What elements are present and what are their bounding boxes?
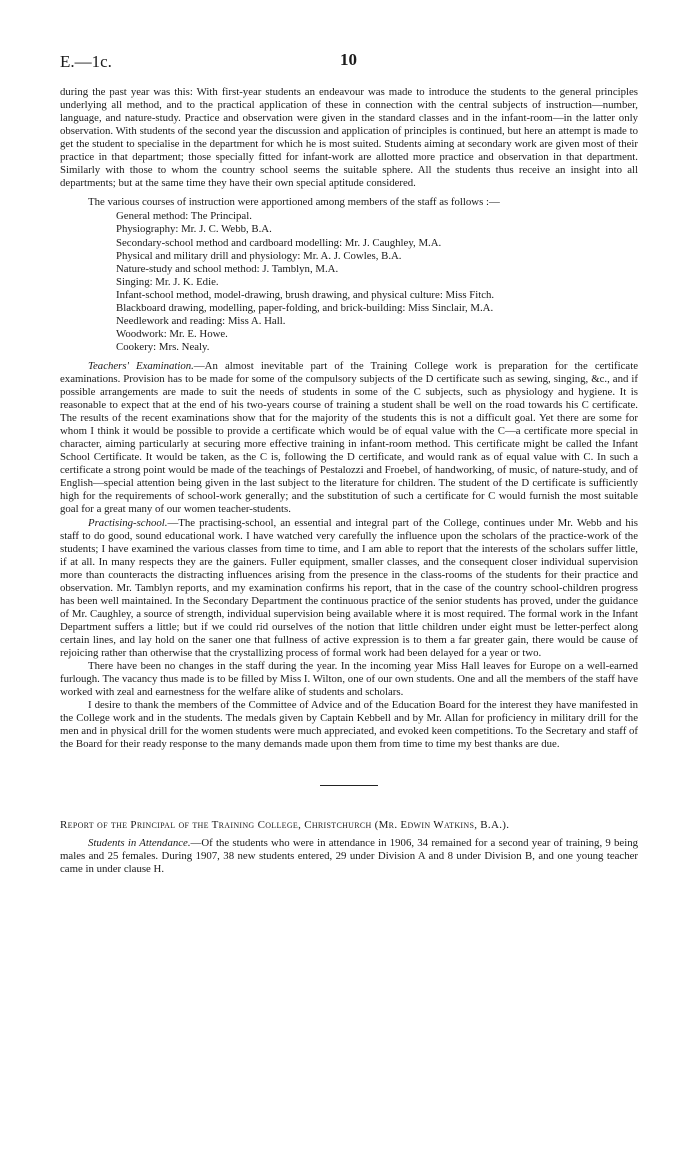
document-reference: E.—1c.: [60, 52, 112, 71]
paragraph-text: —An almost inevitable part of the Training College work is preparation for the certificate examinations. Provision has to be made for some of the compulsory subjects of the D certificate such as sewing, singing, &c., and if possible arrangements are made to suit the needs of students in some of the C subjects, such as physiology and hygiene. It is reasonable to expect that at the end of his two-years course of training a student shall be well on the road towards his C certificate. The results of the recent examinations show that for the majority of the students this is not a difficult goal. Yet there are some for whom I think it would be possible to provide a certificate which would be of equal value with the C—a certificate more special in character, aiming particularly at securing more effective training in infant-room method. This certificate might be called the Infant School Certificate. It would be taken, as the C is, following the D certificate, and would rank as of equal value with C. In such a certificate a strong point would be made of the teachings of Pestalozzi and Froebel, of handworking, of music, of nature-study, and of English—special attention being given in the last subject to the literature for children. The student of the D certificate is sufficiently high for the requirements of school-work generally; and the substitution of such a certificate for C would furnish the most suitable goal for a great many of our women teacher-students.: [60, 359, 638, 516]
page-body: [60, 86, 638, 876]
paragraph-attendance: [60, 837, 638, 876]
list-item: Woodwork: Mr. E. Howe.: [116, 327, 228, 340]
list-item: Physiography: Mr. J. C. Webb, B.A.: [116, 223, 272, 236]
paragraph-practising-school: [60, 517, 638, 661]
paragraph-staff-intro: The various courses of instruction were apportioned among members of the staff as follows :—: [88, 196, 500, 209]
paragraph-thanks: I desire to thank the members of the Committee of Advice and of the Education Board for the interest they have manifested in the College work and in the students. The medals given by Captain Kebbell and by Mr. Allan for proficiency in military drill for the men and in physical drill for the women students were much appreciated, and evoked keen competitions. To the Secretary and staff of the Board for their ready response to the many demands made upon them from time to time my best thanks are due.: [60, 699, 638, 751]
list-item: Needlework and reading: Miss A. Hall.: [116, 314, 286, 327]
report-title: Report of the Principal of the Training College, Christchurch (Mr. Edwin Watkins, B.A.).: [60, 819, 510, 832]
section-heading: Students in Attendance.: [88, 837, 191, 850]
list-item: Cookery: Mrs. Nealy.: [116, 340, 210, 353]
list-item: Infant-school method, model-drawing, brush drawing, and physical culture: Miss Fitch.: [116, 288, 495, 301]
section-heading: Teachers' Examination.: [88, 359, 194, 372]
list-item: Physical and military drill and physiology: Mr. A. J. Cowles, B.A.: [116, 249, 402, 262]
page-header: [60, 52, 638, 76]
section-heading: Practising-school.: [88, 516, 168, 529]
list-item: Singing: Mr. J. K. Edie.: [116, 275, 219, 288]
list-item: Nature-study and school method: J. Tamblyn, M.A.: [116, 262, 339, 275]
staff-list: [116, 210, 638, 354]
paragraph-teachers-examination: [60, 360, 638, 517]
document-page: [60, 52, 638, 876]
paragraph-text: —The practising-school, an essential and integral part of the College, continues under Mr. Webb and his staff to do good, sound educational work. I have watched very carefully the influence upon the scholars of the practice-work of the students; I have examined the various classes from time to time, and I am able to report that the interests of the scholars suffer little, if at all. In many respects they are the gainers. Fuller equipment, smaller classes, and the consequent closer individual supervision more than counteracts the distracting influences arising from the presence in the class-rooms of the students for their practice and observation. Mr. Tamblyn reports, and my examination confirms his report, that in the case of the country school-children progress has been well maintained. In the Secondary Department the continuous practice of the senior students has proved, under the guidance of Mr. Caughley, a source of strength, individual supervision being available where it is most required. The formal work in the Infant Department suffers a little; but if we could rid ourselves of the notion that little children under eight must be letter-perfect along certain lines, and lay hold on the saner one that fullness of active expression is to them a far greater gain, there would be cause of rejoicing rather than otherwise that the crystallizing process of formal work had been delayed for a year or two.: [60, 516, 638, 659]
paragraph-staff-changes: There have been no changes in the staff during the year. In the incoming year Miss Hall leaves for Europe on a well-earned furlough. The vacancy thus made is to be filled by Miss I. Wilton, one of our own students. One and all the members of the staff have worked with zeal and earnestness for the welfare alike of students and scholars.: [60, 660, 638, 699]
paragraph-method: during the past year was this: With first-year students an endeavour was made to introduce the students to the general principles underlying all method, and to the practical application of these in connection with the central subjects of instruction—number, language, and nature-study. Practice and observation were given in the standard classes and in the infant-room—in the latter only observation. With students of the second year the discussion and application of principles is continued, but here an attempt is made to get the student to specialise in the department for which he is most suited. Students aiming at secondary work are given most of their practice in that department; those specially fitted for infant-work are allotted more practice and observation in that department. Similarly with those to whom the country school seems the suitable sphere. All the students thus receive an insight into all departments; but at the same time they have their own special aptitude considered.: [60, 86, 638, 190]
paragraph-text: —Of the students who were in attendance in 1906, 34 remained for a second year of training, 9 being males and 25 females. During 1907, 38 new students entered, 29 under Division A and 8 under Division B, and one young teacher came in under clause H.: [60, 837, 639, 876]
list-item: Blackboard drawing, modelling, paper-folding, and brick-building: Miss Sinclair, M.A.: [116, 301, 494, 314]
section-divider: [320, 785, 378, 786]
list-item: General method: The Principal.: [116, 210, 252, 223]
page-number: 10: [340, 50, 357, 69]
list-item: Secondary-school method and cardboard modelling: Mr. J. Caughley, M.A.: [116, 236, 442, 249]
